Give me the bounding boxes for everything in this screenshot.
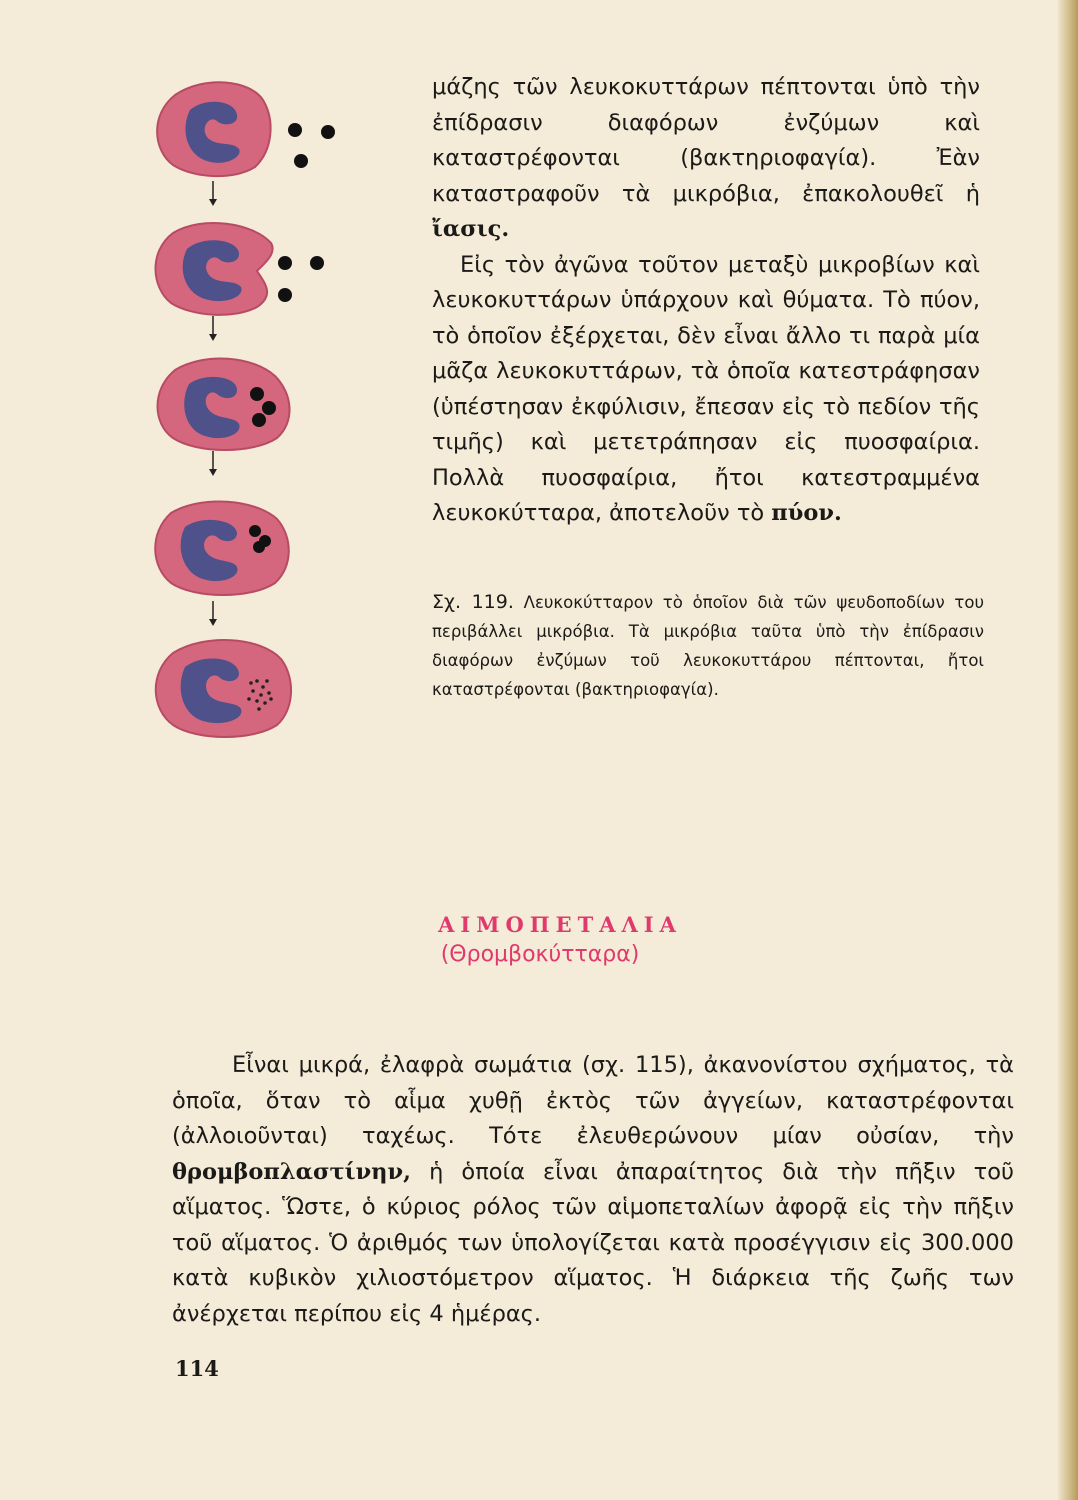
caption-text: Λευκοκύτταρον τὸ ὁποῖον διὰ τῶν ψευδοποδίων του περιβάλλει μικρόβια. Τὰ μικρόβια ταῦτα ὑπὸ τὴν ἐπίδρασιν διαφόρων ἐνζύμων τοῦ λευκοκυττάρου πέπτονται, ἤτοι καταστρέφονται (βακτηριοφαγία). [432, 593, 984, 699]
figure-caption [432, 588, 984, 704]
section-heading: ΑΙΜΟΠΕΤΑΛΙΑ [438, 912, 682, 937]
figure-label: Σχ. 119. [432, 591, 514, 613]
paragraph-platelets [172, 1048, 1014, 1332]
paragraph-pus [432, 248, 980, 532]
figure-phagocytosis [145, 65, 360, 745]
leukocyte-stage-1-illustration [145, 75, 360, 185]
paragraph-text: ἡ ὁποία εἶναι ἀπαραίτητος διὰ τὴν πῆξιν τοῦ αἵματος. Ὥστε, ὁ κύριος ρόλος τῶν αἱμοπεταλίων ἀφορᾷ εἰς τὴν πῆξιν τοῦ αἵματος. Ὁ ἀριθμός των ὑπολογίζεται κατὰ προσέγγισιν εἰς 300.000 κατὰ κυβικὸν χιλιοστόμετρον αἵματος. Ἡ διάρκεια τῆς ζωῆς των ἀνέρχεται περίπου εἰς 4 ἡμέρας. [172, 1158, 1014, 1327]
leukocyte-stage-2-illustration [145, 215, 360, 320]
leukocyte-stage-5-illustration [145, 633, 360, 743]
bold-term-iasis: ἴασις. [432, 216, 510, 242]
paragraph-text: Εἰς τὸν ἀγῶνα τοῦτον μεταξὺ μικροβίων καὶ λευκοκυττάρων ὑπάρχουν καὶ θύματα. Τὸ πύον, τὸ ὁποῖον ἐξέρχεται, δὲν εἶναι ἄλλο τι παρὰ μία μᾶζα λευκοκυττάρων, τὰ ὁποῖα κατεστράφησαν (ὑπέστησαν ἐκφύλισιν, ἔπεσαν εἰς τὸ πεδίον τῆς τιμῆς) καὶ μετετράπησαν εἰς πυοσφαίρια. Πολλὰ πυοσφαίρια, ἤτοι κατεστραμμένα λευκοκύτταρα, ἀποτελοῦν τὸ [432, 251, 980, 526]
cell-stage-2 [145, 215, 360, 320]
bottom-body-text [172, 1048, 1014, 1332]
cell-stage-5 [145, 633, 360, 743]
arrow-down-icon [207, 601, 219, 627]
page-number: 114 [175, 1356, 219, 1381]
bold-term-thromboplastin: θρομβοπλαστίνην, [172, 1158, 411, 1185]
cell-stage-4 [145, 495, 360, 600]
arrow-down-icon [207, 451, 219, 477]
paragraph-text: Εἶναι μικρά, ἐλαφρὰ σωμάτια (σχ. 115), ἀκανονίστου σχήματος, τὰ ὁποῖα, ὅταν τὸ αἷμα χυθῇ ἐκτὸς τῶν ἀγγείων, καταστρέφονται (ἀλλοιοῦνται) ταχέως. Τότε ἐλευθερώνουν μίαν οὐσίαν, τὴν [172, 1052, 1014, 1149]
bold-term-pyon: πύον. [771, 500, 842, 526]
paragraph-phagocytosis [432, 70, 980, 248]
arrow-down-icon [207, 181, 219, 207]
section-subheading: (Θρομβοκύτταρα) [440, 942, 640, 967]
cell-stage-1 [145, 75, 360, 185]
page-edge [1058, 0, 1078, 1500]
arrow-down-icon [207, 316, 219, 342]
paragraph-text: μάζης τῶν λευκοκυττάρων πέπτονται ὑπὸ τὴν ἐπίδρασιν διαφόρων ἐνζύμων καὶ καταστρέφονται (βακτηριοφαγία). Ἐὰν καταστραφοῦν τὰ μικρόβια, ἐπακολουθεῖ ἡ [432, 74, 980, 207]
leukocyte-stage-3-illustration [145, 350, 360, 455]
cell-stage-3 [145, 350, 360, 455]
top-body-text [432, 70, 980, 532]
leukocyte-stage-4-illustration [145, 495, 360, 600]
